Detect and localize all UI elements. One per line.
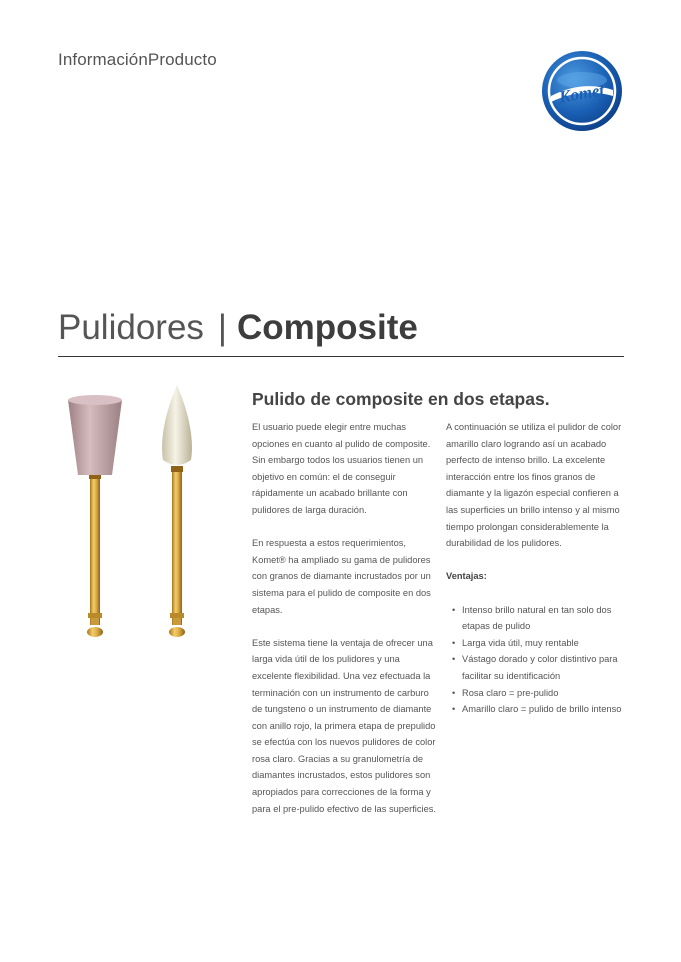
page-title xyxy=(58,308,418,348)
body-column-right xyxy=(446,419,626,718)
body-column-left xyxy=(252,419,437,834)
cup-polisher xyxy=(68,395,122,637)
body-paragraph: En respuesta a estos requerimientos, Komet® ha ampliado su gama de pulidores con granos de diamante incrustados por un sistema para el pulido de composite en dos etapas. xyxy=(252,538,431,615)
title-separator: | xyxy=(217,308,228,347)
advantage-item: • Intenso brillo natural en tan solo dos etapas de pulido xyxy=(446,602,626,635)
body-paragraph: A continuación se utiliza el pulidor de color amarillo claro logrando así un acabado perfecto de intenso brillo. La excelente interacción entre los finos granos de diamante y la ligazón especial confieren a las superficies un brillo intenso y al mismo tiempo prolongan considerablemente la durabilidad de los pulidores. xyxy=(446,422,622,549)
section-subtitle: Pulido de composite en dos etapas. xyxy=(252,389,550,409)
advantage-item: • Rosa claro = pre-pulido xyxy=(446,685,626,702)
logo-text: Komet xyxy=(557,80,606,107)
advantages-list xyxy=(446,602,626,718)
advantage-item: • Vástago dorado y color distintivo para facilitar su identificación xyxy=(446,651,626,684)
advantage-item: • Larga vida útil, muy rentable xyxy=(446,635,626,652)
polisher-product-image xyxy=(58,380,218,645)
point-polisher xyxy=(162,385,192,637)
title-category: Pulidores xyxy=(58,308,204,347)
body-paragraph: Este sistema tiene la ventaja de ofrecer una larga vida útil de los pulidores y una excelente flexibilidad. Una vez efectuada la terminación con un instrumento de carburo de tungsteno o un instrumento de diamante con anillo rojo, la primera etapa de prepulido se efectúa con los nuevos pulidores de color rosa claro. Gracias a su granulometría de diamantes incrustados, estos pulidores son apropiados para correcciones de la forma y para el pre-pulido efectivo de las superficies. xyxy=(252,637,436,814)
body-paragraph: El usuario puede elegir entre muchas opciones en cuanto al pulido de composite. Sin embargo todos los usuarios tienen un objetivo en común: el de conseguir rápidamente un acabado brillante con pulidores de larga duración. xyxy=(252,422,431,515)
advantages-heading: Ventajas: xyxy=(446,571,487,582)
title-divider xyxy=(58,356,624,357)
title-product: Composite xyxy=(237,308,418,347)
komet-logo[interactable] xyxy=(541,50,623,132)
header-label: InformaciónProducto xyxy=(58,50,217,69)
advantage-item: • Amarillo claro = pulido de brillo intenso xyxy=(446,701,626,718)
